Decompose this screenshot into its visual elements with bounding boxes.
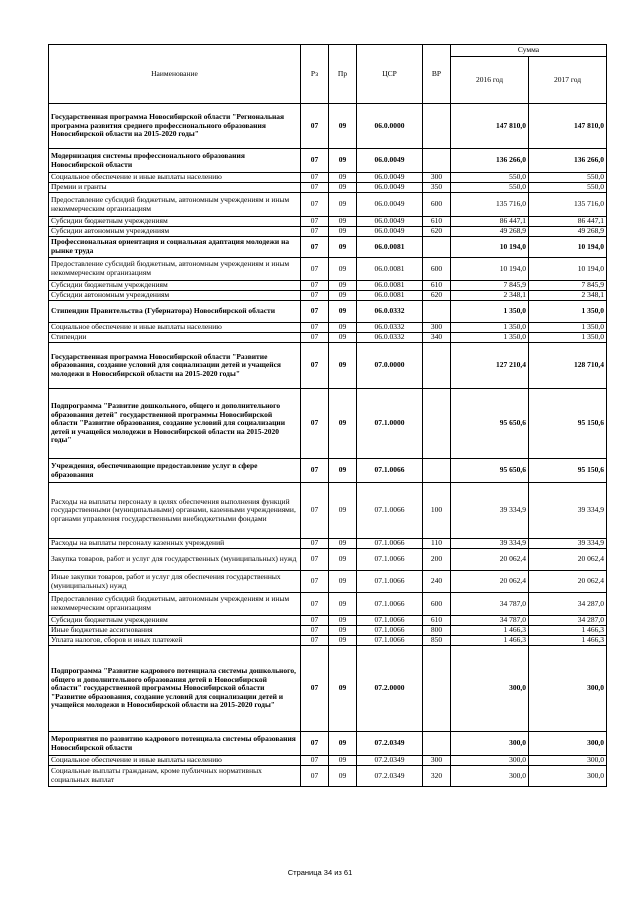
row-sum-2016: 95 650,6 xyxy=(451,459,529,483)
row-csr: 07.1.0066 xyxy=(357,636,423,646)
table-row xyxy=(49,291,607,301)
row-csr: 07.2.0349 xyxy=(357,732,423,756)
row-sum-2017: 86 447,1 xyxy=(529,217,607,227)
table-row xyxy=(49,483,607,539)
row-rz: 07 xyxy=(301,626,329,636)
row-sum-2017: 34 287,0 xyxy=(529,593,607,616)
header-rz: Рз xyxy=(301,45,329,104)
row-sum-2017: 300,0 xyxy=(529,646,607,732)
row-csr: 06.0.0000 xyxy=(357,104,423,149)
table-row xyxy=(49,646,607,732)
row-vr: 620 xyxy=(423,227,451,237)
row-pr: 09 xyxy=(329,389,357,459)
row-name: Модернизация системы профессионального образования Новосибирской области xyxy=(49,149,301,173)
header-sum: Сумма xyxy=(451,45,607,57)
row-sum-2016: 300,0 xyxy=(451,756,529,766)
row-pr: 09 xyxy=(329,626,357,636)
row-vr: 620 xyxy=(423,291,451,301)
row-sum-2017: 1 350,0 xyxy=(529,301,607,323)
row-rz: 07 xyxy=(301,766,329,787)
table-row xyxy=(49,173,607,183)
table-row xyxy=(49,459,607,483)
row-name: Социальные выплаты гражданам, кроме публичных нормативных социальных выплат xyxy=(49,766,301,787)
row-sum-2016: 1 466,3 xyxy=(451,636,529,646)
row-vr xyxy=(423,237,451,258)
row-rz: 07 xyxy=(301,459,329,483)
row-sum-2017: 10 194,0 xyxy=(529,258,607,281)
row-name: Мероприятия по развитию кадрового потенциала системы образования Новосибирской области xyxy=(49,732,301,756)
row-sum-2016: 147 810,0 xyxy=(451,104,529,149)
row-rz: 07 xyxy=(301,149,329,173)
row-sum-2017: 550,0 xyxy=(529,173,607,183)
row-sum-2016: 135 716,0 xyxy=(451,193,529,217)
row-sum-2016: 20 062,4 xyxy=(451,571,529,593)
row-sum-2017: 550,0 xyxy=(529,183,607,193)
row-vr: 600 xyxy=(423,258,451,281)
row-pr: 09 xyxy=(329,217,357,227)
row-vr: 240 xyxy=(423,571,451,593)
row-vr: 610 xyxy=(423,616,451,626)
row-sum-2016: 1 350,0 xyxy=(451,323,529,333)
row-name: Расходы на выплаты персоналу казенных учреждений xyxy=(49,539,301,549)
header-2016: 2016 год xyxy=(451,57,529,104)
row-pr: 09 xyxy=(329,227,357,237)
row-name: Стипендии Правительства (Губернатора) Новосибирской области xyxy=(49,301,301,323)
row-name: Социальное обеспечение и иные выплаты населению xyxy=(49,173,301,183)
row-pr: 09 xyxy=(329,539,357,549)
budget-table xyxy=(48,44,607,787)
row-vr: 300 xyxy=(423,756,451,766)
row-pr: 09 xyxy=(329,732,357,756)
row-rz: 07 xyxy=(301,343,329,389)
row-name: Субсидии автономным учреждениям xyxy=(49,227,301,237)
row-name: Подпрограмма "Развитие дошкольного, общего и дополнительного образования детей" государственной программы Новосибирской области "Развитие образования, создание условий для социализации детей и учащейся молодежи в Новосибирской области на 2015-2020 годы" xyxy=(49,389,301,459)
row-vr: 320 xyxy=(423,766,451,787)
header-name: Наименование xyxy=(49,45,301,104)
row-sum-2017: 1 466,3 xyxy=(529,636,607,646)
table-row xyxy=(49,217,607,227)
row-csr: 06.0.0049 xyxy=(357,173,423,183)
row-sum-2016: 300,0 xyxy=(451,646,529,732)
row-csr: 06.0.0332 xyxy=(357,301,423,323)
row-sum-2017: 300,0 xyxy=(529,732,607,756)
row-pr: 09 xyxy=(329,459,357,483)
row-sum-2016: 300,0 xyxy=(451,732,529,756)
row-name: Иные бюджетные ассигнования xyxy=(49,626,301,636)
row-csr: 06.0.0081 xyxy=(357,258,423,281)
row-sum-2016: 34 787,0 xyxy=(451,616,529,626)
row-name: Профессиональная ориентация и социальная адаптация молодежи на рынке труда xyxy=(49,237,301,258)
row-pr: 09 xyxy=(329,193,357,217)
row-sum-2016: 7 845,9 xyxy=(451,281,529,291)
row-sum-2017: 39 334,9 xyxy=(529,483,607,539)
table-row xyxy=(49,301,607,323)
row-sum-2016: 86 447,1 xyxy=(451,217,529,227)
row-rz: 07 xyxy=(301,227,329,237)
row-pr: 09 xyxy=(329,301,357,323)
row-pr: 09 xyxy=(329,104,357,149)
row-sum-2016: 550,0 xyxy=(451,183,529,193)
table-row xyxy=(49,227,607,237)
table-row xyxy=(49,183,607,193)
header-pr: Пр xyxy=(329,45,357,104)
row-rz: 07 xyxy=(301,193,329,217)
row-pr: 09 xyxy=(329,766,357,787)
row-sum-2017: 1 466,3 xyxy=(529,626,607,636)
row-vr: 300 xyxy=(423,323,451,333)
row-sum-2017: 39 334,9 xyxy=(529,539,607,549)
row-sum-2017: 20 062,4 xyxy=(529,571,607,593)
header-vr: ВР xyxy=(423,45,451,104)
row-vr: 340 xyxy=(423,333,451,343)
table-row xyxy=(49,616,607,626)
row-csr: 07.2.0000 xyxy=(357,646,423,732)
row-rz: 07 xyxy=(301,217,329,227)
row-sum-2016: 10 194,0 xyxy=(451,258,529,281)
row-csr: 07.1.0066 xyxy=(357,626,423,636)
row-csr: 06.0.0049 xyxy=(357,149,423,173)
row-pr: 09 xyxy=(329,149,357,173)
row-rz: 07 xyxy=(301,104,329,149)
row-sum-2017: 95 150,6 xyxy=(529,459,607,483)
table-row xyxy=(49,766,607,787)
row-sum-2016: 49 268,9 xyxy=(451,227,529,237)
row-name: Уплата налогов, сборов и иных платежей xyxy=(49,636,301,646)
row-csr: 07.1.0066 xyxy=(357,571,423,593)
row-pr: 09 xyxy=(329,183,357,193)
row-csr: 07.1.0066 xyxy=(357,459,423,483)
row-rz: 07 xyxy=(301,291,329,301)
header-csr: ЦСР xyxy=(357,45,423,104)
row-sum-2017: 7 845,9 xyxy=(529,281,607,291)
row-rz: 07 xyxy=(301,237,329,258)
row-csr: 07.1.0066 xyxy=(357,539,423,549)
row-pr: 09 xyxy=(329,258,357,281)
row-pr: 09 xyxy=(329,571,357,593)
row-sum-2017: 128 710,4 xyxy=(529,343,607,389)
row-pr: 09 xyxy=(329,756,357,766)
row-name: Стипендии xyxy=(49,333,301,343)
row-csr: 07.1.0066 xyxy=(357,616,423,626)
row-csr: 07.2.0349 xyxy=(357,766,423,787)
row-vr: 600 xyxy=(423,193,451,217)
row-vr: 610 xyxy=(423,217,451,227)
row-rz: 07 xyxy=(301,539,329,549)
row-pr: 09 xyxy=(329,281,357,291)
row-name: Субсидии автономным учреждениям xyxy=(49,291,301,301)
row-rz: 07 xyxy=(301,571,329,593)
row-vr xyxy=(423,343,451,389)
row-csr: 06.0.0081 xyxy=(357,237,423,258)
table-row xyxy=(49,237,607,258)
row-sum-2016: 39 334,9 xyxy=(451,483,529,539)
row-rz: 07 xyxy=(301,732,329,756)
table-row xyxy=(49,104,607,149)
table-row xyxy=(49,593,607,616)
row-csr: 07.1.0000 xyxy=(357,389,423,459)
row-pr: 09 xyxy=(329,646,357,732)
row-pr: 09 xyxy=(329,237,357,258)
row-sum-2017: 147 810,0 xyxy=(529,104,607,149)
row-vr xyxy=(423,646,451,732)
row-sum-2017: 1 350,0 xyxy=(529,333,607,343)
table-row xyxy=(49,281,607,291)
row-name: Расходы на выплаты персоналу в целях обеспечения выполнения функций государственными (муниципальными) органами, казенными учреждениями, органами управления государственными внебюджетными фондами xyxy=(49,483,301,539)
row-csr: 07.2.0349 xyxy=(357,756,423,766)
row-name: Субсидии бюджетным учреждениям xyxy=(49,217,301,227)
row-csr: 07.0.0000 xyxy=(357,343,423,389)
row-sum-2017: 95 150,6 xyxy=(529,389,607,459)
row-rz: 07 xyxy=(301,389,329,459)
row-sum-2016: 2 348,1 xyxy=(451,291,529,301)
row-name: Государственная программа Новосибирской области "Развитие образования, создание условий для социализации детей и учащейся молодежи в Новосибирской области на 2015-2020 годы" xyxy=(49,343,301,389)
table-row xyxy=(49,389,607,459)
table-row xyxy=(49,636,607,646)
row-name: Подпрограмма "Развитие кадрового потенциала системы дошкольного, общего и дополнительного образования детей в Новосибирской области" государственной программы Новосибирской области "Развитие образования, создание условий для социализации детей и учащейся молодежи в Новосибирской области на 2015-2020 годы" xyxy=(49,646,301,732)
row-name: Учреждения, обеспечивающие предоставление услуг в сфере образования xyxy=(49,459,301,483)
row-rz: 07 xyxy=(301,593,329,616)
row-rz: 07 xyxy=(301,183,329,193)
row-rz: 07 xyxy=(301,323,329,333)
row-csr: 06.0.0081 xyxy=(357,291,423,301)
row-csr: 06.0.0332 xyxy=(357,333,423,343)
row-sum-2016: 1 350,0 xyxy=(451,333,529,343)
row-sum-2016: 1 466,3 xyxy=(451,626,529,636)
row-name: Премии и гранты xyxy=(49,183,301,193)
row-name: Закупка товаров, работ и услуг для государственных (муниципальных) нужд xyxy=(49,549,301,571)
row-sum-2017: 300,0 xyxy=(529,766,607,787)
table-row xyxy=(49,323,607,333)
row-sum-2017: 135 716,0 xyxy=(529,193,607,217)
row-pr: 09 xyxy=(329,173,357,183)
row-sum-2017: 34 287,0 xyxy=(529,616,607,626)
row-name: Предоставление субсидий бюджетным, автономным учреждениям и иным некоммерческим организациям xyxy=(49,593,301,616)
row-vr: 800 xyxy=(423,626,451,636)
row-rz: 07 xyxy=(301,483,329,539)
row-pr: 09 xyxy=(329,291,357,301)
row-sum-2016: 10 194,0 xyxy=(451,237,529,258)
row-sum-2017: 49 268,9 xyxy=(529,227,607,237)
row-csr: 07.1.0066 xyxy=(357,593,423,616)
row-pr: 09 xyxy=(329,593,357,616)
header-2017: 2017 год xyxy=(529,57,607,104)
row-sum-2016: 20 062,4 xyxy=(451,549,529,571)
table-row xyxy=(49,626,607,636)
row-vr xyxy=(423,104,451,149)
row-sum-2017: 136 266,0 xyxy=(529,149,607,173)
row-vr xyxy=(423,301,451,323)
row-vr: 610 xyxy=(423,281,451,291)
row-sum-2016: 95 650,6 xyxy=(451,389,529,459)
row-vr xyxy=(423,389,451,459)
row-name: Предоставление субсидий бюджетным, автономным учреждениям и иным некоммерческим организациям xyxy=(49,258,301,281)
row-name: Предоставление субсидий бюджетным, автономным учреждениям и иным некоммерческим организациям xyxy=(49,193,301,217)
row-rz: 07 xyxy=(301,258,329,281)
row-vr: 200 xyxy=(423,549,451,571)
table-row xyxy=(49,193,607,217)
row-sum-2016: 136 266,0 xyxy=(451,149,529,173)
page-number: Страница 34 из 61 xyxy=(287,868,353,877)
row-sum-2016: 550,0 xyxy=(451,173,529,183)
row-sum-2016: 1 350,0 xyxy=(451,301,529,323)
row-pr: 09 xyxy=(329,333,357,343)
row-sum-2016: 34 787,0 xyxy=(451,593,529,616)
row-name: Социальное обеспечение и иные выплаты населению xyxy=(49,756,301,766)
row-rz: 07 xyxy=(301,281,329,291)
row-vr: 600 xyxy=(423,593,451,616)
row-sum-2016: 39 334,9 xyxy=(451,539,529,549)
row-name: Субсидии бюджетным учреждениям xyxy=(49,281,301,291)
table-row xyxy=(49,756,607,766)
row-rz: 07 xyxy=(301,756,329,766)
table-row xyxy=(49,732,607,756)
row-csr: 06.0.0049 xyxy=(357,217,423,227)
row-sum-2016: 300,0 xyxy=(451,766,529,787)
row-rz: 07 xyxy=(301,549,329,571)
table-row xyxy=(49,571,607,593)
row-vr: 350 xyxy=(423,183,451,193)
row-csr: 06.0.0049 xyxy=(357,183,423,193)
row-rz: 07 xyxy=(301,301,329,323)
table-row xyxy=(49,343,607,389)
row-sum-2017: 20 062,4 xyxy=(529,549,607,571)
row-pr: 09 xyxy=(329,323,357,333)
row-pr: 09 xyxy=(329,549,357,571)
row-name: Государственная программа Новосибирской области "Региональная программа развития среднего профессионального образования Новосибирской области на 2015-2020 годы" xyxy=(49,104,301,149)
row-sum-2017: 2 348,1 xyxy=(529,291,607,301)
row-csr: 07.1.0066 xyxy=(357,483,423,539)
row-sum-2017: 300,0 xyxy=(529,756,607,766)
row-vr: 110 xyxy=(423,539,451,549)
row-name: Социальное обеспечение и иные выплаты населению xyxy=(49,323,301,333)
table-row xyxy=(49,549,607,571)
row-pr: 09 xyxy=(329,636,357,646)
row-pr: 09 xyxy=(329,343,357,389)
row-csr: 06.0.0081 xyxy=(357,281,423,291)
row-pr: 09 xyxy=(329,616,357,626)
row-vr: 850 xyxy=(423,636,451,646)
row-vr xyxy=(423,732,451,756)
row-sum-2017: 1 350,0 xyxy=(529,323,607,333)
row-vr: 100 xyxy=(423,483,451,539)
row-name: Иные закупки товаров, работ и услуг для обеспечения государственных (муниципальных) нужд xyxy=(49,571,301,593)
row-vr: 300 xyxy=(423,173,451,183)
row-rz: 07 xyxy=(301,646,329,732)
row-csr: 06.0.0049 xyxy=(357,227,423,237)
row-rz: 07 xyxy=(301,616,329,626)
row-rz: 07 xyxy=(301,333,329,343)
row-name: Субсидии бюджетным учреждениям xyxy=(49,616,301,626)
row-csr: 06.0.0049 xyxy=(357,193,423,217)
row-csr: 07.1.0066 xyxy=(357,549,423,571)
table-row xyxy=(49,149,607,173)
row-sum-2016: 127 210,4 xyxy=(451,343,529,389)
row-pr: 09 xyxy=(329,483,357,539)
row-csr: 06.0.0332 xyxy=(357,323,423,333)
row-rz: 07 xyxy=(301,636,329,646)
row-rz: 07 xyxy=(301,173,329,183)
table-row xyxy=(49,333,607,343)
table-row xyxy=(49,539,607,549)
table-row xyxy=(49,258,607,281)
row-sum-2017: 10 194,0 xyxy=(529,237,607,258)
row-vr xyxy=(423,459,451,483)
row-vr xyxy=(423,149,451,173)
